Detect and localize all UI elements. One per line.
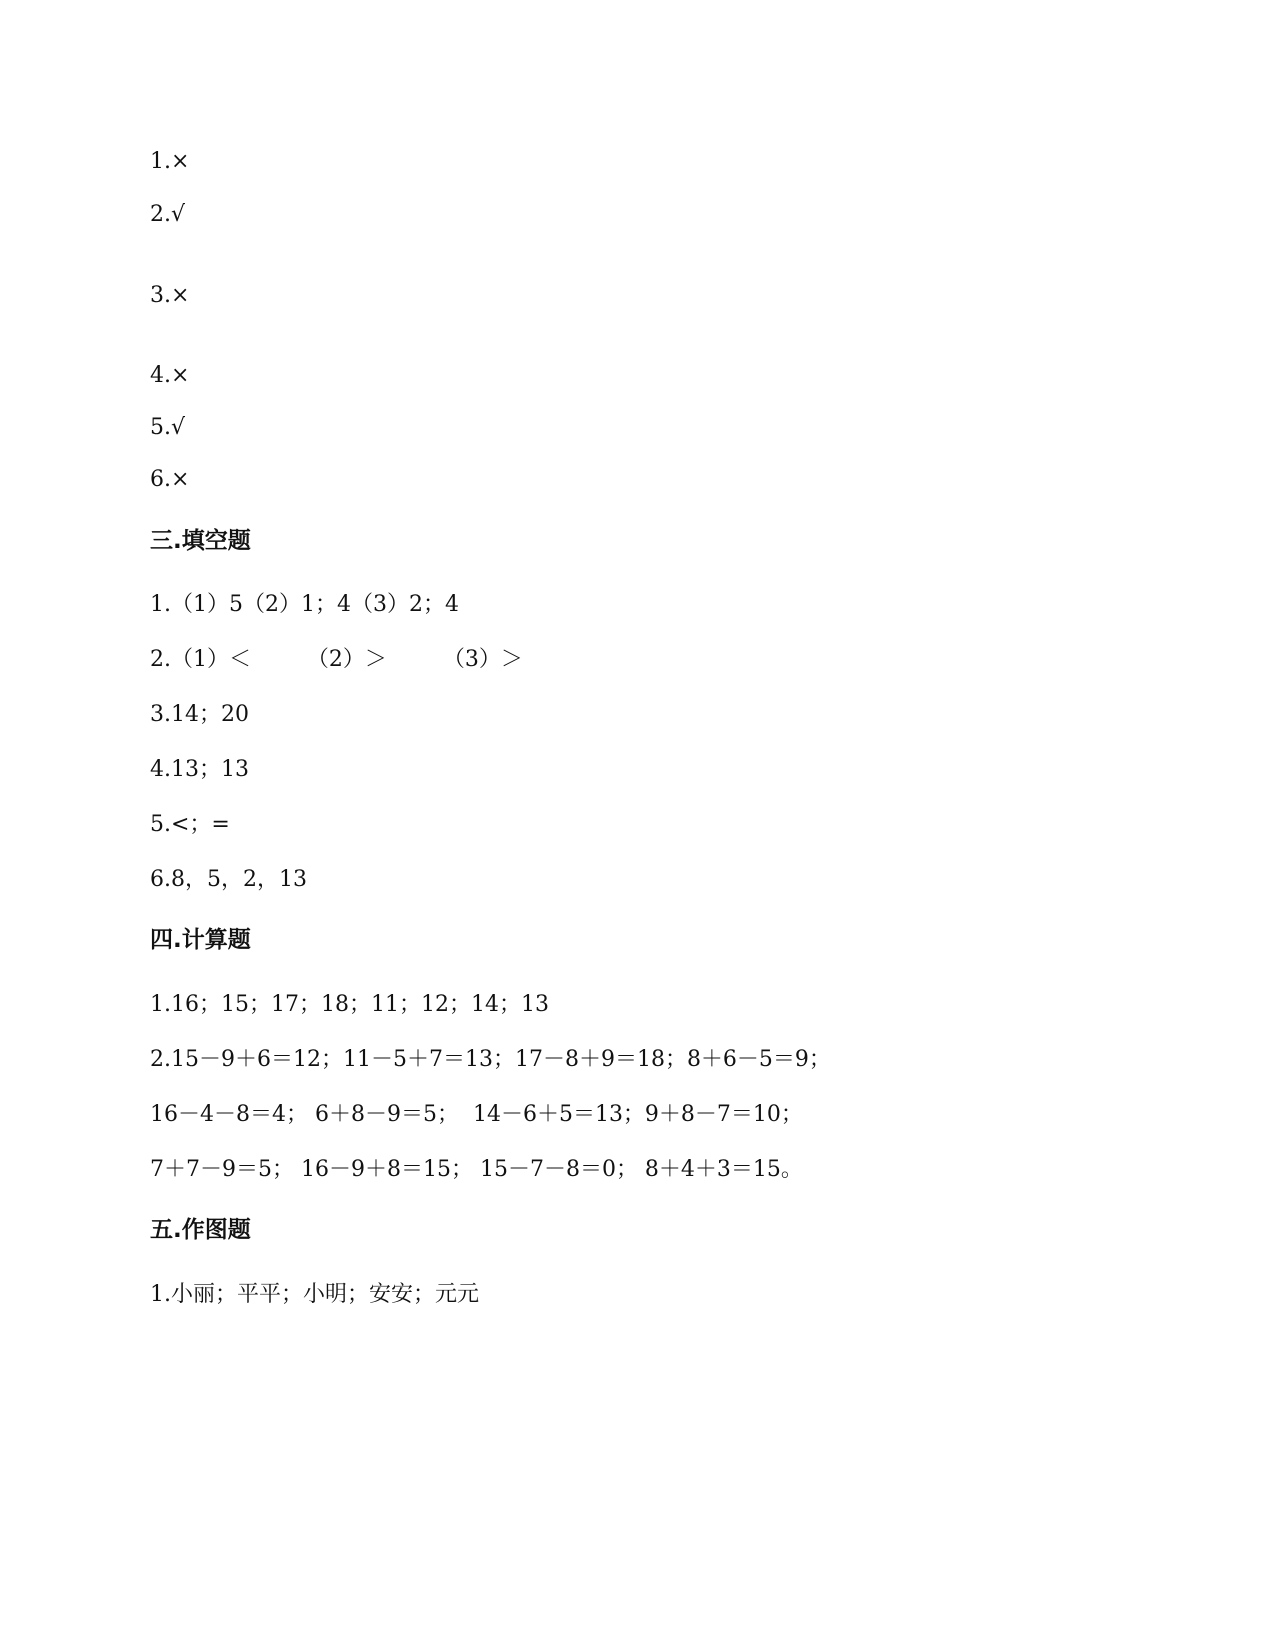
judge-answer-6: 6.× xyxy=(150,467,190,492)
fill-answer-4: 4.13；13 xyxy=(150,757,249,782)
judge-answer-1: 1.× xyxy=(150,149,190,174)
section-heading-calc: 四.计算题 xyxy=(150,927,251,953)
calc-answer-2-line-1: 2.15－9＋6＝12；11－5＋7＝13；17－8＋9＝18；8＋6－5＝9； xyxy=(150,1047,831,1072)
judge-answer-2: 2.√ xyxy=(150,202,186,227)
section-heading-draw: 五.作图题 xyxy=(150,1217,251,1243)
fill-answer-3: 3.14；20 xyxy=(150,702,249,727)
calc-answer-1: 1.16；15；17；18；11；12；14；13 xyxy=(150,992,549,1017)
fill-answer-6: 6.8，5，2，13 xyxy=(150,867,307,892)
judge-answer-5: 5.√ xyxy=(150,415,186,440)
section-heading-fill: 三.填空题 xyxy=(150,528,251,554)
calc-answer-2-line-3: 7＋7－9＝5； 16－9＋8＝15； 15－7－8＝0； 8＋4＋3＝15。 xyxy=(150,1157,803,1182)
calc-answer-2-line-2: 16－4－8＝4； 6＋8－9＝5； 14－6＋5＝13；9＋8－7＝10； xyxy=(150,1102,803,1127)
judge-answer-3: 3.× xyxy=(150,283,190,308)
fill-answer-5: 5.<；= xyxy=(150,812,230,837)
draw-answer-1: 1.小丽；平平；小明；安安；元元 xyxy=(150,1282,479,1307)
fill-answer-2: 2.（1）＜ （2）＞ （3）＞ xyxy=(150,647,523,672)
fill-answer-1: 1.（1）5（2）1；4（3）2；4 xyxy=(150,592,459,617)
judge-answer-4: 4.× xyxy=(150,363,190,388)
